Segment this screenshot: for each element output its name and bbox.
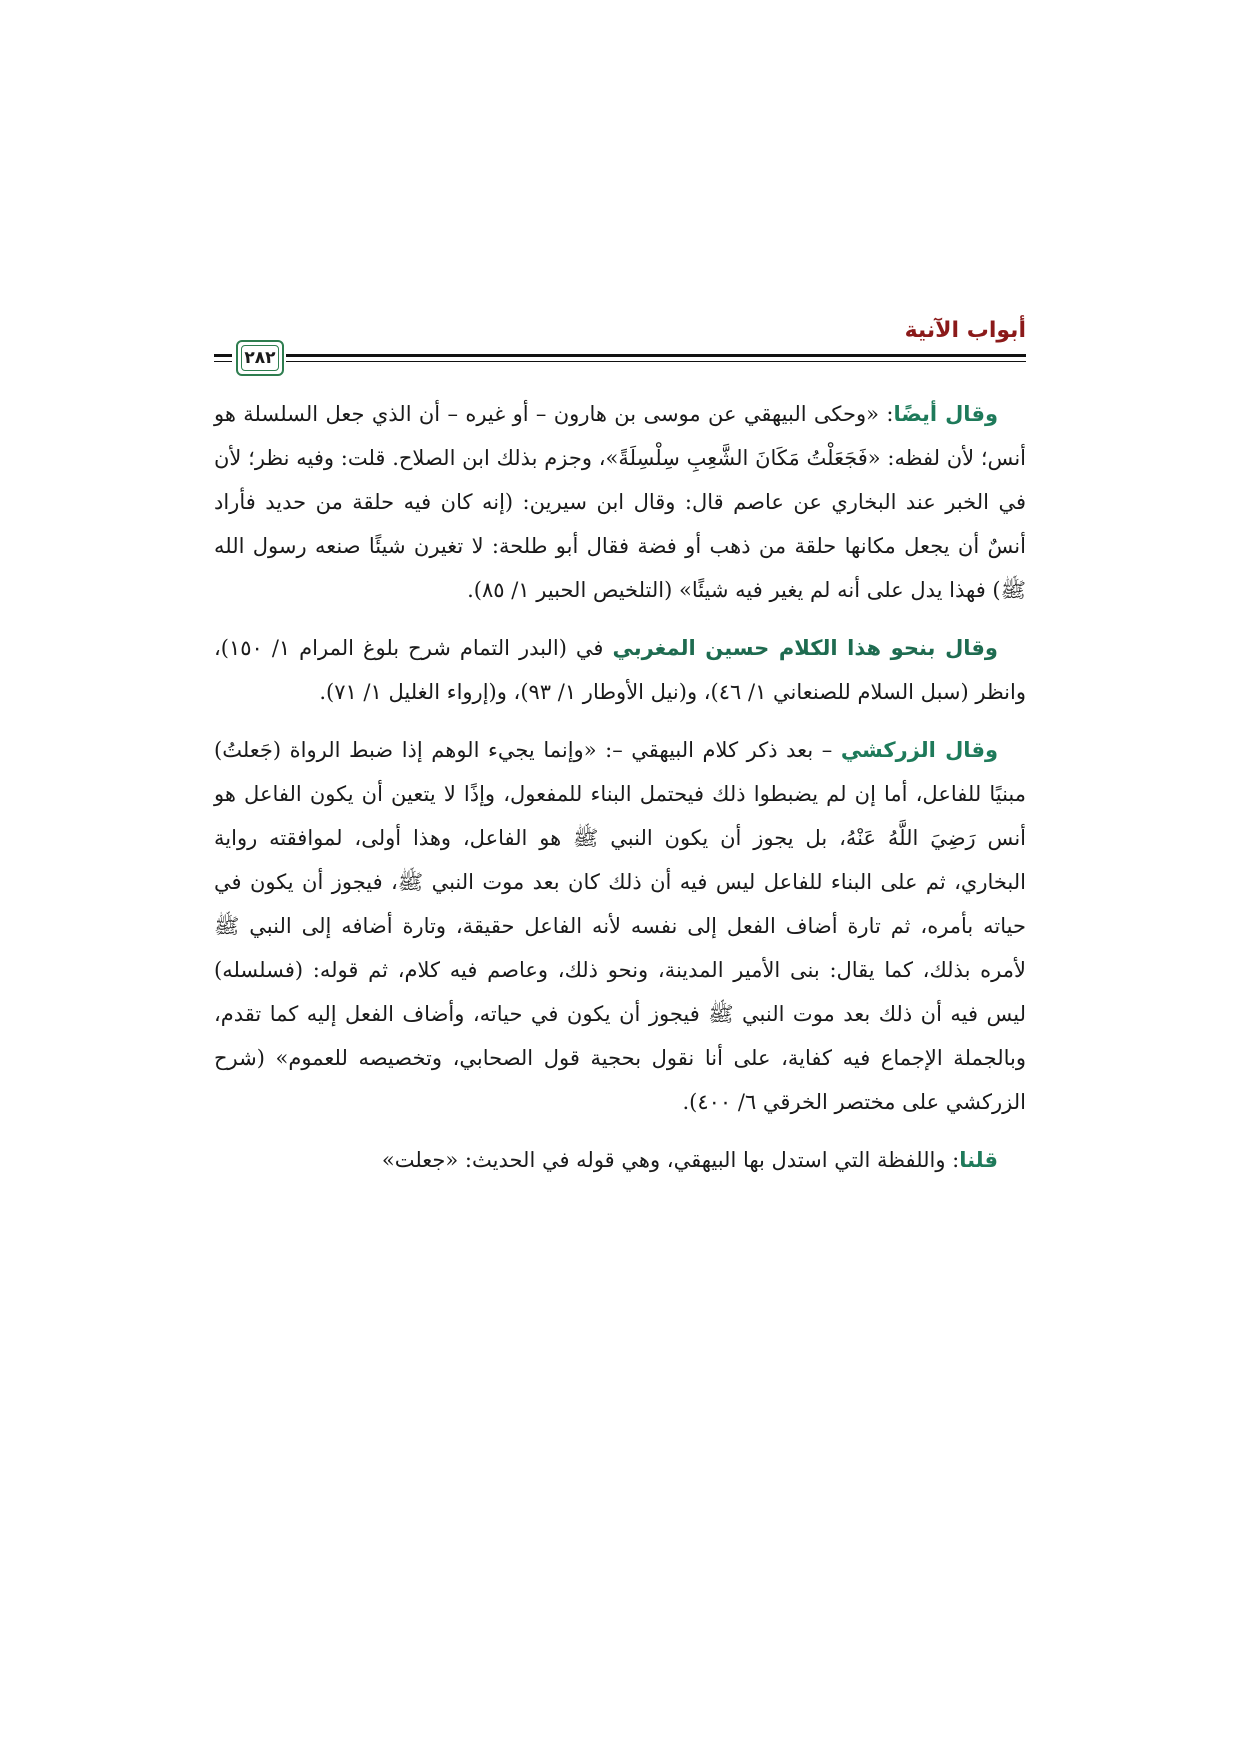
paragraph [214, 1138, 1026, 1182]
paragraph-text: : واللفظة التي استدل بها البيهقي، وهي قوله في الحديث: «جعلت» [381, 1148, 960, 1172]
paragraph-text: – بعد ذكر كلام البيهقي –: «وإنما يجيء الوهم إذا ضبط الرواة (جَعلتُ) مبنيًا للفاعل، أما إن لم يضبطوا ذلك فيحتمل البناء للمفعول، وإذًا لا يتعين أن يكون الفاعل هو أنس رَضِيَ اللَّهُ عَنْهُ، بل يجوز أن يكون النبي ﷺ هو الفاعل، وهذا أولى، لموافقته رواية البخاري، ثم على البناء للفاعل ليس فيه أن ذلك كان بعد موت النبي ﷺ، فيجوز أن يكون في حياته بأمره، ثم تارة أضاف الفعل إلى نفسه لأنه الفاعل حقيقة، وتارة أضافه إلى النبي ﷺ لأمره بذلك، كما يقال: بنى الأمير المدينة، ونحو ذلك، وعاصم فيه كلام، ثم قوله: (فسلسله) ليس فيه أن ذلك بعد موت النبي ﷺ فيجوز أن يكون في حياته، وأضاف الفعل إليه كما تقدم، وبالجملة الإجماع فيه كفاية، على أنا نقول بحجية قول الصحابي، وتخصيصه للعموم» (شرح الزركشي على مختصر الخرقي ٦/ ٤٠٠). [214, 738, 1026, 1114]
paragraph [214, 728, 1026, 1124]
paragraph-lead: وقال الزركشي [840, 738, 998, 762]
header-rule-thin [286, 361, 1026, 362]
header-rule-thick [286, 354, 1026, 357]
paragraph [214, 626, 1026, 714]
paragraph-text: : «وحكى البيهقي عن موسى بن هارون – أو غيره – أن الذي جعل السلسلة هو أنس؛ لأن لفظه: «فَجَعَلْتُ مَكَانَ الشَّعِبِ سِلْسِلَةً»، وجزم بذلك ابن الصلاح. قلت: وفيه نظر؛ لأن في الخبر عند البخاري عن عاصم قال: وقال ابن سيرين: (إنه كان فيه حلقة من حديد فأراد أنسٌ أن يجعل مكانها حلقة من ذهب أو فضة فقال أبو طلحة: لا تغيرن شيئًا صنعه رسول الله ﷺ) فهذا يدل على أنه لم يغير فيه شيئًا» (التلخيص الحبير ١/ ٨٥). [214, 402, 1026, 602]
paragraph-lead: وقال بنحو هذا الكلام حسين المغربي [612, 636, 998, 660]
page-number-badge [236, 340, 284, 376]
header-rule-left-thick [214, 354, 232, 357]
paragraph [214, 392, 1026, 612]
chapter-title: أبواب الآنية [904, 318, 1026, 343]
paragraph-text: في (البدر التمام شرح بلوغ المرام ١/ ١٥٠)، وانظر (سبل السلام للصنعاني ١/ ٤٦)، و(نيل الأوطار ١/ ٩٣)، و(إرواء الغليل ١/ ٧١). [214, 636, 1026, 704]
page-header [214, 318, 1026, 378]
header-rule-left-thin [214, 361, 232, 362]
page-body [214, 392, 1026, 1182]
paragraph-lead: وقال أيضًا [893, 402, 998, 426]
paragraph-lead: قلنا [959, 1148, 998, 1172]
page-number: ٢٨٢ [244, 348, 276, 368]
